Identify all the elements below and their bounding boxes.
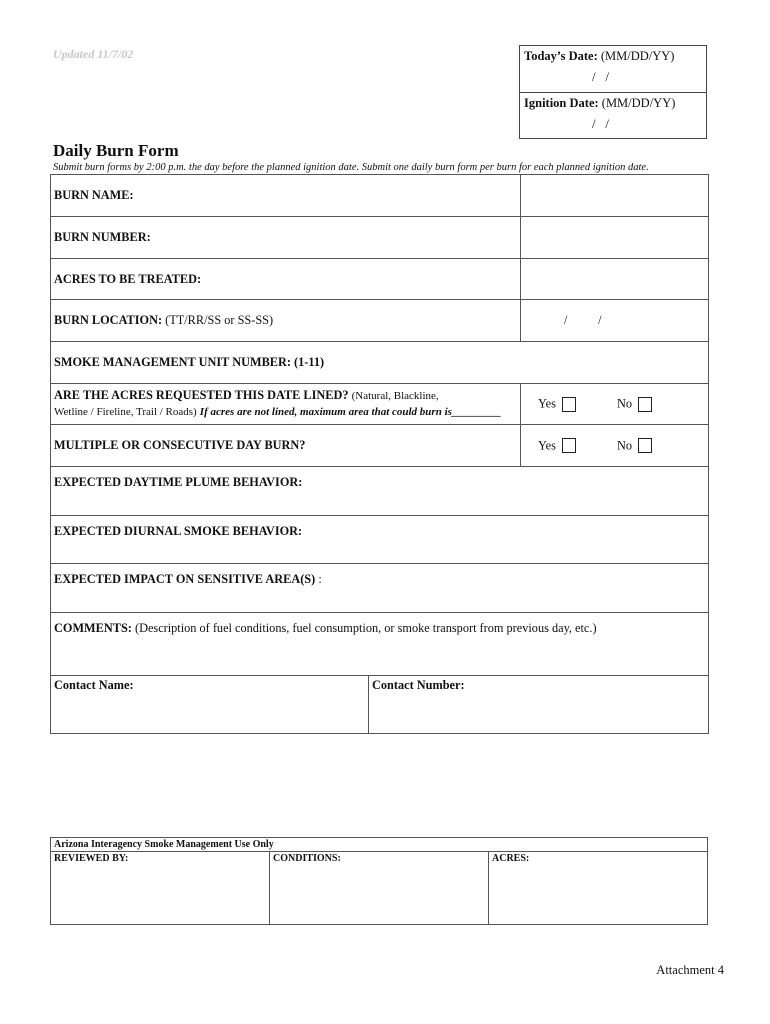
burn-location-format: (TT/RR/SS or SS-SS) <box>165 313 274 327</box>
acres-lined-label: ARE THE ACRES REQUESTED THIS DATE LINED? <box>54 388 349 403</box>
acres-lined-yes-checkbox[interactable] <box>562 397 576 412</box>
reviewed-by-field[interactable] <box>51 852 270 925</box>
multiple-day-yes-checkbox[interactable] <box>562 438 576 453</box>
contact-name-field[interactable] <box>51 676 369 734</box>
date-box <box>519 45 707 139</box>
office-use-table <box>50 837 708 925</box>
sensitive-area-row[interactable] <box>51 564 709 613</box>
sensitive-area-colon: : <box>315 572 322 586</box>
ignition-date-format: (MM/DD/YY) <box>601 96 676 110</box>
burn-name-field[interactable] <box>521 175 709 217</box>
daytime-plume-label: EXPECTED DAYTIME PLUME BEHAVIOR: <box>54 475 303 489</box>
contact-number-label: Contact Number: <box>372 678 465 692</box>
contact-number-field[interactable] <box>369 676 709 734</box>
diurnal-smoke-row[interactable] <box>51 516 709 564</box>
conditions-field[interactable] <box>270 852 489 925</box>
burn-location-value: / / <box>564 313 602 327</box>
acres-lined-hint2: Wetline / Fireline, Trail / Roads) <box>54 406 197 418</box>
daytime-plume-row[interactable] <box>51 467 709 516</box>
attachment-label: Attachment 4 <box>656 963 724 977</box>
burn-number-field[interactable] <box>521 217 709 259</box>
comments-label: COMMENTS: <box>54 621 132 635</box>
todays-date-field[interactable] <box>520 46 706 93</box>
acres-lined-hint: (Natural, Blackline, <box>351 390 439 403</box>
ignition-date-label: Ignition Date: <box>524 96 599 110</box>
todays-date-value: / / <box>592 69 609 84</box>
burn-location-field[interactable] <box>521 300 709 342</box>
multiple-day-label: MULTIPLE OR CONSECUTIVE DAY BURN? <box>54 438 306 452</box>
todays-date-format: (MM/DD/YY) <box>600 49 675 63</box>
burn-name-label: BURN NAME: <box>54 188 134 202</box>
multiple-day-no-label: No <box>616 438 633 453</box>
smoke-unit-label: SMOKE MANAGEMENT UNIT NUMBER: (1-11) <box>54 355 325 369</box>
ignition-date-value: / / <box>592 116 609 131</box>
form-title: Daily Burn Form <box>53 141 179 160</box>
multiple-day-row <box>51 425 709 467</box>
office-use-heading: Arizona Interagency Smoke Management Use Only <box>51 838 708 852</box>
acres-treated-row <box>51 259 709 300</box>
burn-form-table <box>50 174 709 676</box>
acres-lined-no-checkbox[interactable] <box>638 397 652 412</box>
acres-label: ACRES: <box>492 853 530 864</box>
todays-date-label: Today’s Date: <box>524 49 598 63</box>
conditions-label: CONDITIONS: <box>273 853 341 864</box>
acres-treated-label: ACRES TO BE TREATED: <box>54 271 202 286</box>
smoke-unit-row <box>51 342 709 384</box>
contact-table <box>50 675 709 734</box>
contact-name-label: Contact Name: <box>54 678 134 692</box>
comments-row[interactable] <box>51 613 709 676</box>
multiple-day-no-checkbox[interactable] <box>638 438 652 453</box>
form-subtitle: Submit burn forms by 2:00 p.m. the day before the planned ignition date. Submit one daily burn form per burn for each planned ignition date. <box>53 162 649 173</box>
acres-treated-field[interactable] <box>521 259 709 300</box>
multiple-day-yes-label: Yes <box>538 438 556 453</box>
acres-lined-yes-label: Yes <box>538 396 556 411</box>
acres-lined-row <box>51 384 709 425</box>
burn-name-row <box>51 175 709 217</box>
burn-location-row <box>51 300 709 342</box>
burn-location-label: BURN LOCATION: <box>54 313 163 327</box>
sensitive-area-label: EXPECTED IMPACT ON SENSITIVE AREA(S) <box>54 572 316 586</box>
burn-number-row <box>51 217 709 259</box>
reviewed-by-label: REVIEWED BY: <box>54 853 129 864</box>
acres-lined-no-label: No <box>616 396 633 411</box>
acres-field[interactable] <box>489 852 708 925</box>
acres-lined-hint3: If acres are not lined, maximum area that could burn is_________ <box>199 406 502 418</box>
updated-note: Updated 11/7/02 <box>53 47 134 61</box>
diurnal-smoke-label: EXPECTED DIURNAL SMOKE BEHAVIOR: <box>54 524 303 538</box>
comments-hint: (Description of fuel conditions, fuel consumption, or smoke transport from previous day, etc.) <box>134 621 597 635</box>
burn-number-label: BURN NUMBER: <box>54 230 151 244</box>
ignition-date-field[interactable] <box>520 93 706 140</box>
